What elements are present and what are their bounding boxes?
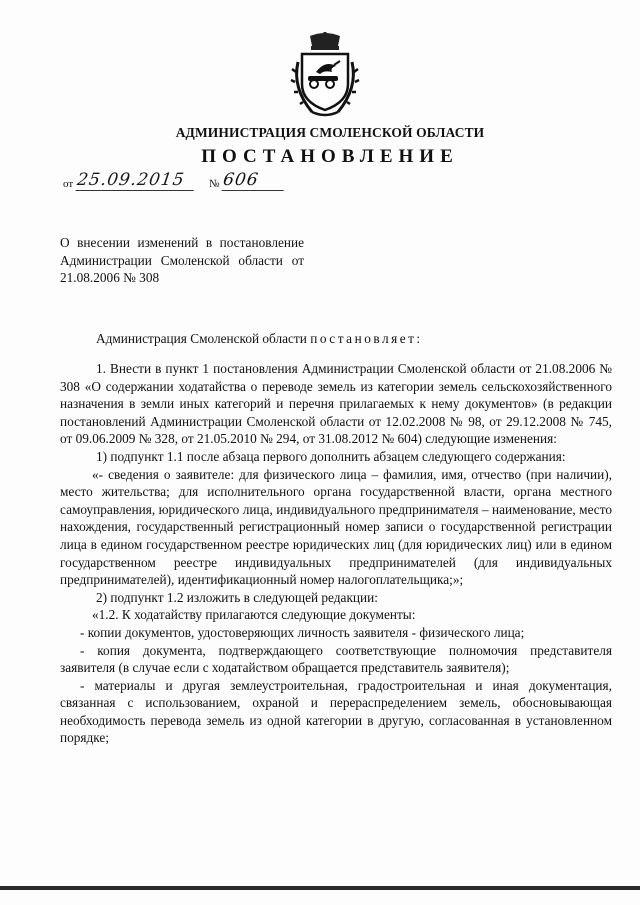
number-prefix: № bbox=[209, 178, 220, 190]
document-number: 606 bbox=[222, 171, 287, 191]
date-number-line bbox=[63, 172, 313, 196]
paragraph: - копии документов, удостоверяющих личность заявителя - физического лица; bbox=[80, 624, 525, 640]
paragraph: 1. Внести в пункт 1 постановления Администрации Смоленской области от 21.08.2006 № 308 «О содержании ходатайства о переводе земель из категории земель сельскохозяйственного назначения в земли иных категорий и перечня прилагаемых к нему документов» (в редакции постановлений Администрации Смоленской области от 12.02.2008 № 98, от 29.12.2008 № 745, от 09.06.2009 № 328, от 21.05.2010 № 294, от 31.08.2012 № 604) следующие изменения: bbox=[60, 361, 612, 447]
paragraph: 1) подпункт 1.1 после абзаца первого дополнить абзацем следующего содержания: bbox=[96, 448, 566, 464]
paragraph: «1.2. К ходатайству прилагаются следующие документы: bbox=[92, 607, 416, 623]
preamble-text: Администрация Смоленской области bbox=[96, 331, 307, 346]
coat-of-arms-emblem bbox=[290, 32, 360, 118]
document-type-title: ПОСТАНОВЛЕНИЕ bbox=[201, 146, 459, 167]
document-body bbox=[60, 360, 612, 747]
paragraph: - копия документа, подтверждающего соответствующие полномочия представителя заявителя (в случае если с ходатайством обращается представитель заявителя); bbox=[60, 642, 612, 676]
date-prefix: от bbox=[63, 178, 74, 190]
preamble bbox=[96, 331, 423, 347]
document-date: 25.09.2015 bbox=[76, 171, 197, 191]
paragraph: «- сведения о заявителе: для физического лица – фамилия, имя, отчество (при наличии), место жительства; для исполнительного органа государственной власти, органа местного самоуправления, юридического лица, индивидуального предпринимателя – наименование, место нахождения, государственный регистрационный номер записи о государственной регистрации лица в едином государственном реестре юридических лиц (для юридических лиц) или в едином государственном реестре индивидуальных предпринимателей (для индивидуальных предпринимателей), идентификационный номер налогоплательщика;»; bbox=[60, 466, 612, 588]
paragraph: 2) подпункт 1.2 изложить в следующей редакции: bbox=[96, 589, 378, 605]
scan-bottom-edge bbox=[0, 886, 640, 890]
decree-word: постановляет: bbox=[310, 331, 423, 346]
document-subject: О внесении изменений в постановление Администрации Смоленской области от 21.08.2006 № 308 bbox=[60, 235, 304, 285]
organization-title: АДМИНИСТРАЦИЯ СМОЛЕНСКОЙ ОБЛАСТИ bbox=[175, 125, 485, 140]
paragraph: - материалы и другая землеустроительная, градостроительная и иная документация, связанная с использованием, охраной и перераспределением земель, обосновывающая необходимость перевода земель из одной категории в другую, согласованная в установленном порядке; bbox=[60, 677, 612, 746]
